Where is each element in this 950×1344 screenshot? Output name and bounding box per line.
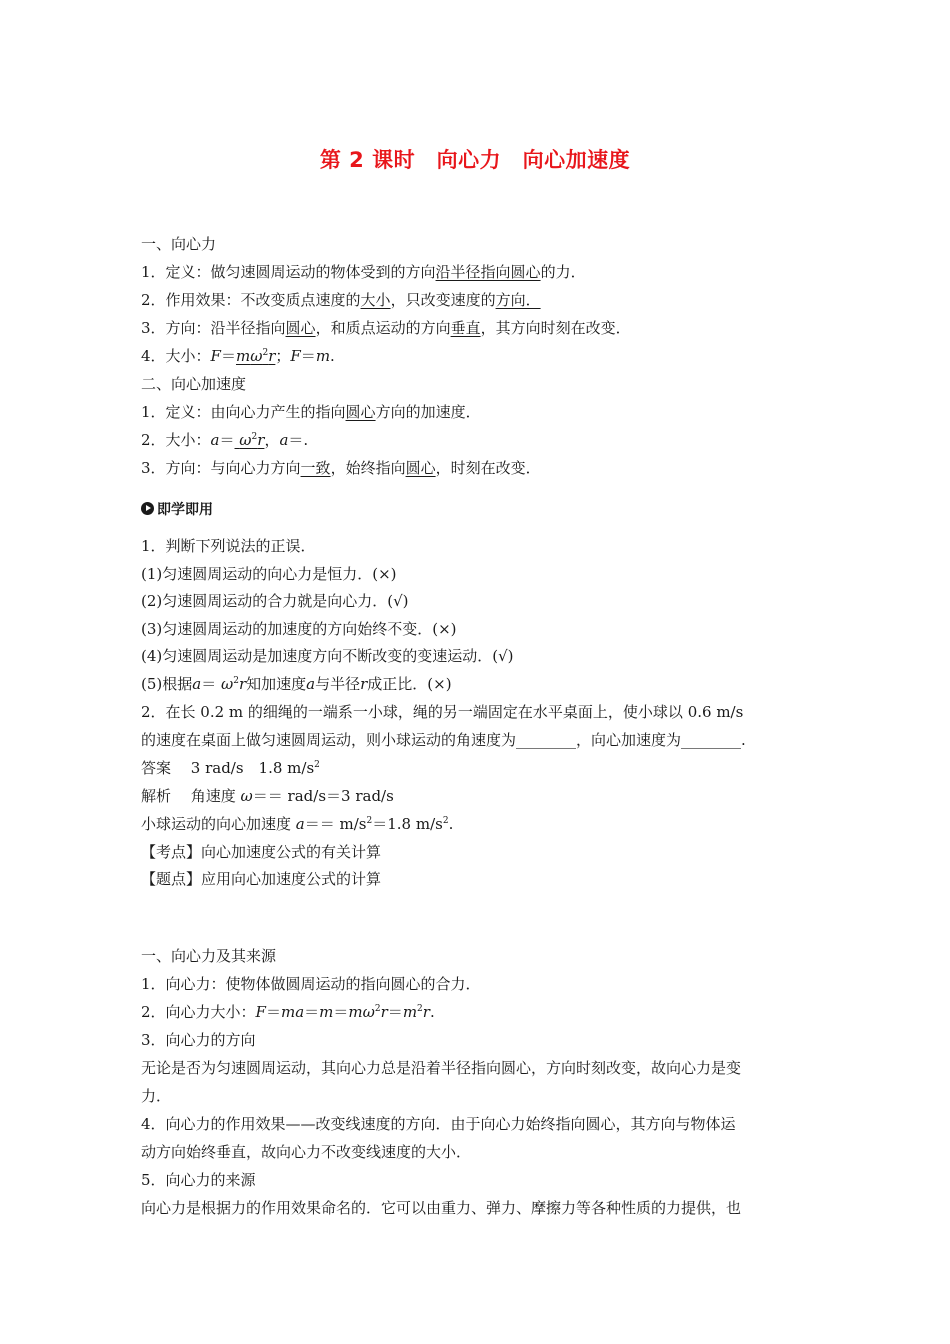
acc-magnitude-line: 2．大小：$a= \omega^2r$，a＝.	[141, 431, 309, 449]
statement-3: (3)匀速圆周运动的加速度的方向始终不变．(×)	[141, 620, 457, 638]
acc-direction-line: 3．方向：与向心力方向一致，始终指向圆心，时刻在改变．	[141, 459, 541, 477]
question-1: 1．判断下列说法的正误．	[141, 537, 316, 555]
force-source-heading: 5．向心力的来源	[141, 1171, 256, 1189]
effect-line: 2．作用效果：不改变质点速度的大小，只改变速度的方向．	[141, 291, 541, 309]
practice-heading: 即学即用	[141, 500, 821, 520]
section-heading-force-source: 一、向心力及其来源	[141, 947, 277, 965]
definition-line: 1．定义：做匀速圆周运动的物体受到的方向沿半径指向圆心的力．	[141, 263, 586, 281]
kaodian-label: 【考点】向心加速度公式的有关计算	[141, 843, 382, 861]
statement-1: (1)匀速圆周运动的向心力是恒力．(×)	[141, 565, 397, 583]
paragraph-2-line-1: 向心力是根据力的作用效果命名的．它可以由重力、弹力、摩擦力等各种性质的力提供，也	[141, 1199, 742, 1217]
play-circle-icon	[141, 502, 154, 515]
force-definition-line: 1．向心力：使物体做圆周运动的指向圆心的合力．	[141, 975, 481, 993]
page-title: 第 2 课时 向心力 向心加速度	[319, 148, 631, 172]
statement-2: (2)匀速圆周运动的合力就是向心力．(√)	[141, 592, 409, 610]
force-magnitude-line: 2．向心力大小：$F=ma=m=m\omega^2r=m^2r$.	[141, 1003, 435, 1021]
analysis-line-1: 解析 角速度 ω＝＝ rad/s＝3 rad/s	[141, 787, 394, 805]
analysis-line-2: 小球运动的向心加速度 $a== m/s^2=1.8$ $m/s^2$.	[141, 815, 454, 833]
direction-line: 3．方向：沿半径指向圆心，和质点运动的方向垂直，其方向时刻在改变．	[141, 319, 631, 337]
paragraph-1-line-2: 力．	[141, 1087, 172, 1105]
answer-line: 答案 3 rad/s 1.8 $m/s^2$	[141, 759, 320, 777]
force-direction-heading: 3．向心力的方向	[141, 1031, 256, 1049]
force-effect-line-1: 4．向心力的作用效果——改变线速度的方向．由于向心力始终指向圆心，其方向与物体运	[141, 1115, 736, 1133]
question-2-line-2: 的速度在桌面上做匀速圆周运动，则小球运动的角速度为________，向心加速度为________.	[141, 731, 746, 749]
statement-5: (5)根据$a= \omega^2r$知加速度a与半径r成正比．(×)	[141, 675, 452, 693]
acc-definition-line: 1．定义：由向心力产生的指向圆心方向的加速度．	[141, 403, 481, 421]
paragraph-1-line-1: 无论是否为匀速圆周运动，其向心力总是沿着半径指向圆心，方向时刻改变，故向心力是变	[141, 1059, 742, 1077]
section-heading-centripetal-force: 一、向心力	[141, 235, 217, 253]
tidian-label: 【题点】应用向心加速度公式的计算	[141, 870, 382, 888]
question-2-line-1: 2．在长 0.2 m 的细绳的一端系一小球，绳的另一端固定在水平桌面上，使小球以 0.6 m/s	[141, 703, 744, 721]
magnitude-line: 4．大小：$F=m\omega^2r$；F＝m.	[141, 347, 335, 365]
section-heading-centripetal-acceleration: 二、向心加速度	[141, 375, 247, 393]
force-effect-line-2: 动方向始终垂直，故向心力不改变线速度的大小．	[141, 1143, 472, 1161]
statement-4: (4)匀速圆周运动是加速度方向不断改变的变速运动．(√)	[141, 647, 514, 665]
